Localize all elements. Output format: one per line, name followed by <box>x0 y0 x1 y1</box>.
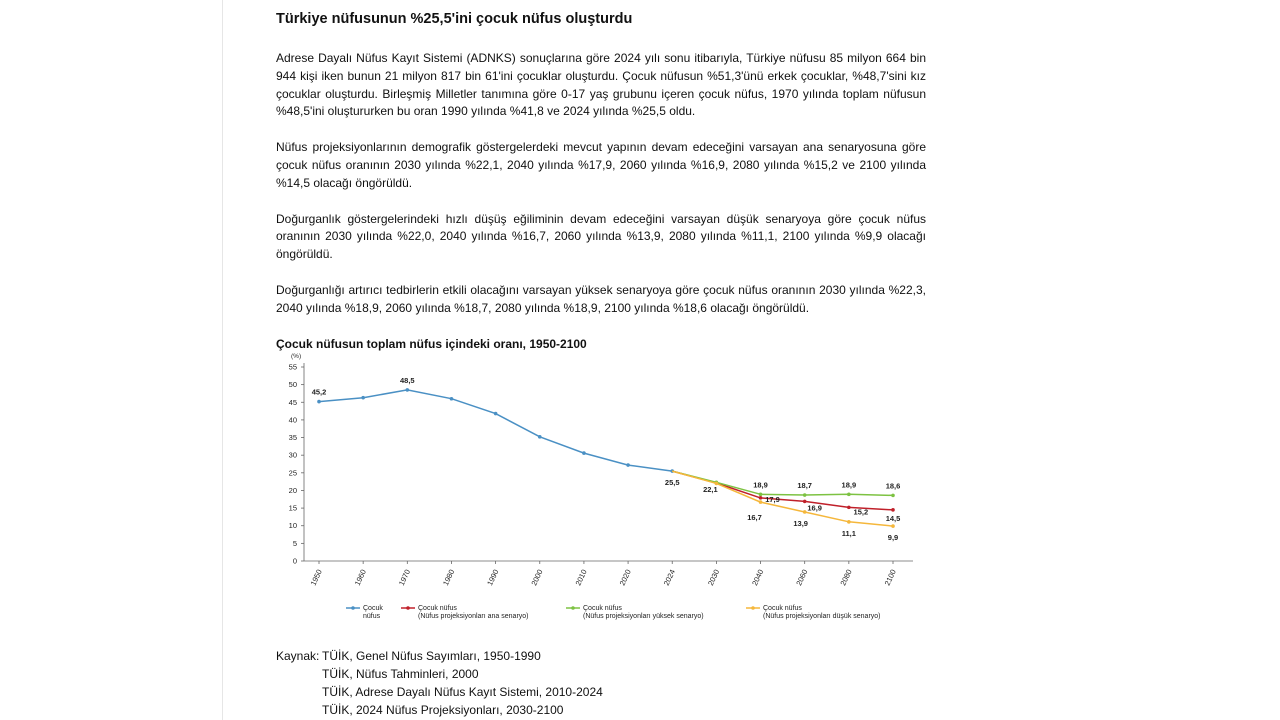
y-tick-label: 30 <box>288 450 297 460</box>
source-row <box>276 647 603 665</box>
data-label: 45,2 <box>311 387 327 397</box>
x-tick-label: 2000 <box>529 568 545 587</box>
legend-swatch-point <box>571 606 575 610</box>
data-label: 18,9 <box>841 480 857 490</box>
y-tick-label: 55 <box>288 362 297 372</box>
x-tick-label: 1960 <box>352 568 368 587</box>
source-item: TÜİK, Genel Nüfus Sayımları, 1950-1990 <box>322 649 541 663</box>
x-tick-label: 2040 <box>750 568 766 587</box>
data-label: 15,2 <box>853 507 869 517</box>
data-point <box>891 524 895 528</box>
y-tick-label: 15 <box>288 503 297 513</box>
data-point <box>759 493 763 497</box>
paragraph-3: Doğurganlık göstergelerindeki hızlı düşüş eğiliminin devam edeceğini varsayan düşük senaryoya göre çocuk nüfus oranının 2030 yılında %22,0, 2040 yılında %16,7, 2060 yılında %13,9, 2080 yılında %11,1, 2100 yılında %9,9 olacağı öngörüldü. <box>276 211 926 262</box>
source-item: TÜİK, Adrese Dayalı Nüfus Kayıt Sistemi, 2010-2024 <box>322 685 603 699</box>
x-tick-label: 2020 <box>617 568 633 587</box>
data-point <box>803 493 807 497</box>
x-tick-label: 1980 <box>441 568 457 587</box>
data-label: 25,5 <box>664 478 680 488</box>
data-point <box>891 508 895 512</box>
data-label: 16,7 <box>747 513 762 523</box>
chart-title: Çocuk nüfusun toplam nüfus içindeki oranı, 1950-2100 <box>276 336 587 351</box>
page-left-divider <box>222 0 223 720</box>
data-label: 18,6 <box>885 481 901 491</box>
article-content <box>276 10 926 352</box>
legend-label: Çocuk nüfus <box>583 605 622 612</box>
legend-swatch-point <box>351 606 355 610</box>
y-tick-label: 35 <box>288 433 297 443</box>
data-point <box>317 400 321 404</box>
paragraph-1: Adrese Dayalı Nüfus Kayıt Sistemi (ADNKS) sonuçlarına göre 2024 yılı sonu itibarıyla, Türkiye nüfusu 85 milyon 664 bin 944 kişi iken bunun 21 milyon 817 bin 61'ini çocuklar oluşturdu. Çocuk nüfusun %51,3'ünü erkek çocuklar, %48,7'sini kız çocuklar oluşturdu. Birleşmiş Milletler tanımına göre 0-17 yaş grubunu içeren çocuk nüfus, 1970 yılında toplam nüfusun %48,5'ini oluştururken bu oran 1990 yılında %41,8 ve 2024 yılında %25,5 oldu. <box>276 51 926 119</box>
x-tick-label: 1990 <box>485 568 501 587</box>
y-tick-label: 10 <box>288 521 297 531</box>
legend-label: Çocuk <box>363 605 383 612</box>
data-point <box>803 510 807 514</box>
source-item: TÜİK, Nüfus Tahminleri, 2000 <box>322 667 479 681</box>
legend-label: (Nüfus projeksiyonları düşük senaryo) <box>763 613 881 620</box>
data-label: 9,9 <box>887 533 899 543</box>
paragraph-4: Doğurganlığı artırıcı tedbirlerin etkili olacağını varsayan yüksek senaryoya göre çocuk nüfus oranının 2030 yılında %22,3, 2040 yılında %18,9, 2060 yılında %18,7, 2080 yılında %18,9, 2100 yılında %18,6 olacağı öngörüldü. <box>276 282 926 315</box>
y-tick-label: 25 <box>288 468 297 478</box>
data-point <box>361 396 365 400</box>
y-tick-label: 20 <box>288 485 297 495</box>
y-tick-label: 40 <box>288 415 297 425</box>
data-label: 14,5 <box>885 513 901 523</box>
y-tick-label: 50 <box>288 380 297 390</box>
data-point <box>847 520 851 524</box>
legend-swatch-point <box>751 606 755 610</box>
source-label: Kaynak: <box>276 649 320 663</box>
source-row <box>276 683 603 701</box>
paragraph-2: Nüfus projeksiyonlarının demografik göstergelerdeki mevcut yapının devam edeceğini varsayan ana senaryosuna göre çocuk nüfus oranının 2030 yılında %22,1, 2040 yılında %17,9, 2060 yılında %16,9, 2080 yılında %15,2 ve 2100 yılında %14,5 olacağı öngörüldü. <box>276 140 926 190</box>
data-point <box>538 435 542 439</box>
data-point <box>406 388 410 392</box>
data-point <box>847 493 851 497</box>
data-point <box>759 496 763 500</box>
data-point <box>803 500 807 504</box>
data-point <box>759 500 763 504</box>
x-tick-label: 2100 <box>882 568 898 587</box>
data-point <box>847 506 851 510</box>
data-label: 13,9 <box>793 518 808 528</box>
legend-label: Çocuk nüfus <box>418 605 457 612</box>
data-label: 17,9 <box>765 494 780 504</box>
data-label: 18,9 <box>753 480 768 490</box>
source-row <box>276 665 603 683</box>
data-point <box>494 412 498 416</box>
x-tick-label: 1970 <box>396 568 413 587</box>
data-point <box>582 451 586 455</box>
legend-label: nüfus <box>363 613 381 620</box>
source-row <box>276 701 603 719</box>
source-block <box>276 647 603 719</box>
y-tick-label: 0 <box>292 556 297 566</box>
x-tick-label: 2080 <box>838 568 854 587</box>
y-tick-label: 45 <box>288 397 297 407</box>
data-point <box>891 494 895 498</box>
data-label: 16,9 <box>807 503 822 513</box>
data-label: 48,5 <box>400 375 415 385</box>
chart-container <box>276 345 936 635</box>
x-tick-label: 2030 <box>705 568 722 587</box>
data-point <box>626 463 630 467</box>
legend-swatch-point <box>406 606 410 610</box>
y-tick-label: 5 <box>292 538 297 548</box>
series-line-0 <box>319 390 672 471</box>
data-label: 18,7 <box>797 481 812 491</box>
legend-label: (Nüfus projeksiyonları ana senaryo) <box>418 613 529 620</box>
source-item: TÜİK, 2024 Nüfus Projeksiyonları, 2030-2100 <box>322 703 564 717</box>
x-tick-label: 2060 <box>794 568 810 587</box>
page-title: Türkiye nüfusunun %25,5'ini çocuk nüfus oluşturdu <box>276 11 633 27</box>
x-tick-label: 2024 <box>661 568 678 587</box>
x-tick-label: 2010 <box>573 568 589 587</box>
x-tick-label: 1950 <box>308 568 324 587</box>
legend-label: (Nüfus projeksiyonları yüksek senaryo) <box>583 613 704 620</box>
data-point <box>450 397 454 401</box>
line-chart <box>276 345 936 635</box>
data-label: 22,1 <box>703 485 718 495</box>
data-label: 11,1 <box>841 528 856 538</box>
legend-label: Çocuk nüfus <box>763 605 802 612</box>
y-axis-unit-label: (%) <box>291 353 302 360</box>
